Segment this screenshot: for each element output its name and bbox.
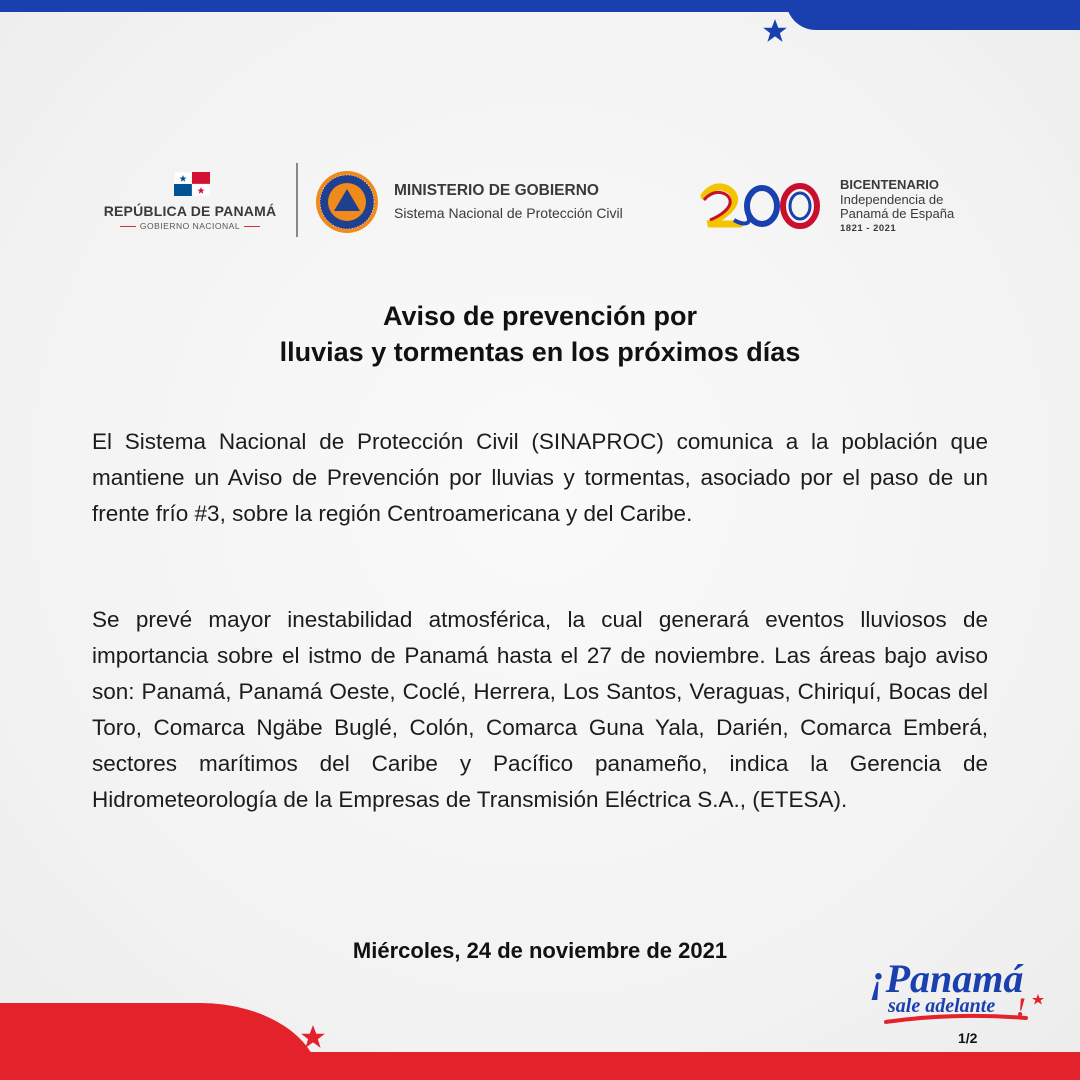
bicentenario-years: 1821 - 2021 — [840, 223, 897, 234]
top-blue-bar — [0, 0, 790, 12]
notice-paragraph-2: Se prevé mayor inestabilidad atmosférica, la cual generará eventos lluviosos de importancia sobre el istmo de Panamá hasta el 27 de noviembre. Las áreas bajo aviso son: Panamá, Panamá Oeste, Coclé, Herrera, Los Santos, Veraguas, Chiriquí, Bocas del Toro, Comarca Ngäbe Buglé, Colón, Comarca Guna Yala, Darién, Comarca Emberá, sectores marítimos del Caribe y Pacífico panameño, indica la Gerencia de Hidrometeorología de la Empresas de Transmisión Eléctrica S.A., (ETESA). — [92, 607, 988, 812]
sinaproc-seal-icon — [315, 170, 379, 234]
svg-text:!: ! — [1016, 993, 1027, 1022]
republica-title: REPÚBLICA DE PANAMÁ — [103, 203, 277, 219]
bottom-red-bar — [0, 1052, 1080, 1080]
bicentenario-line-1: Independencia de — [840, 192, 944, 207]
bicentenario-200-logo-icon — [700, 176, 828, 232]
notice-paragraph-1: El Sistema Nacional de Protección Civil (SINAPROC) comunica a la población que mantiene un Aviso de Prevención por lluvias y tormentas, asociado por el paso de un frente frío #3, sobre la región Centroamericana y del Caribe. — [92, 429, 988, 526]
svg-text:¡Panamá: ¡Panamá — [870, 956, 1024, 1001]
ministerio-title: MINISTERIO DE GOBIERNO — [394, 182, 599, 199]
top-blue-tab — [786, 0, 1080, 30]
panama-flag-icon — [174, 172, 210, 196]
notice-title-line-1: Aviso de prevención por — [382, 301, 698, 331]
panama-sale-adelante-logo-icon — [866, 950, 1052, 1036]
bicentenario-line-2: Panamá de España — [840, 206, 955, 221]
page-indicator: 1/2 — [958, 1030, 978, 1046]
red-star-icon — [300, 1024, 326, 1050]
republica-subtitle — [100, 221, 280, 231]
header-divider — [296, 163, 298, 237]
republica-subtitle-text: GOBIERNO NACIONAL — [139, 221, 241, 231]
bicentenario-title: BICENTENARIO — [840, 177, 939, 192]
notice-title-line-2: lluvias y tormentas en los próximos días — [279, 337, 801, 367]
ministerio-subtitle: Sistema Nacional de Protección Civil — [394, 205, 623, 221]
notice-date: Miércoles, 24 de noviembre de 2021 — [352, 938, 728, 963]
svg-text:sale adelante: sale adelante — [888, 995, 996, 1017]
blue-star-icon — [762, 18, 788, 44]
notice-title — [140, 298, 940, 370]
